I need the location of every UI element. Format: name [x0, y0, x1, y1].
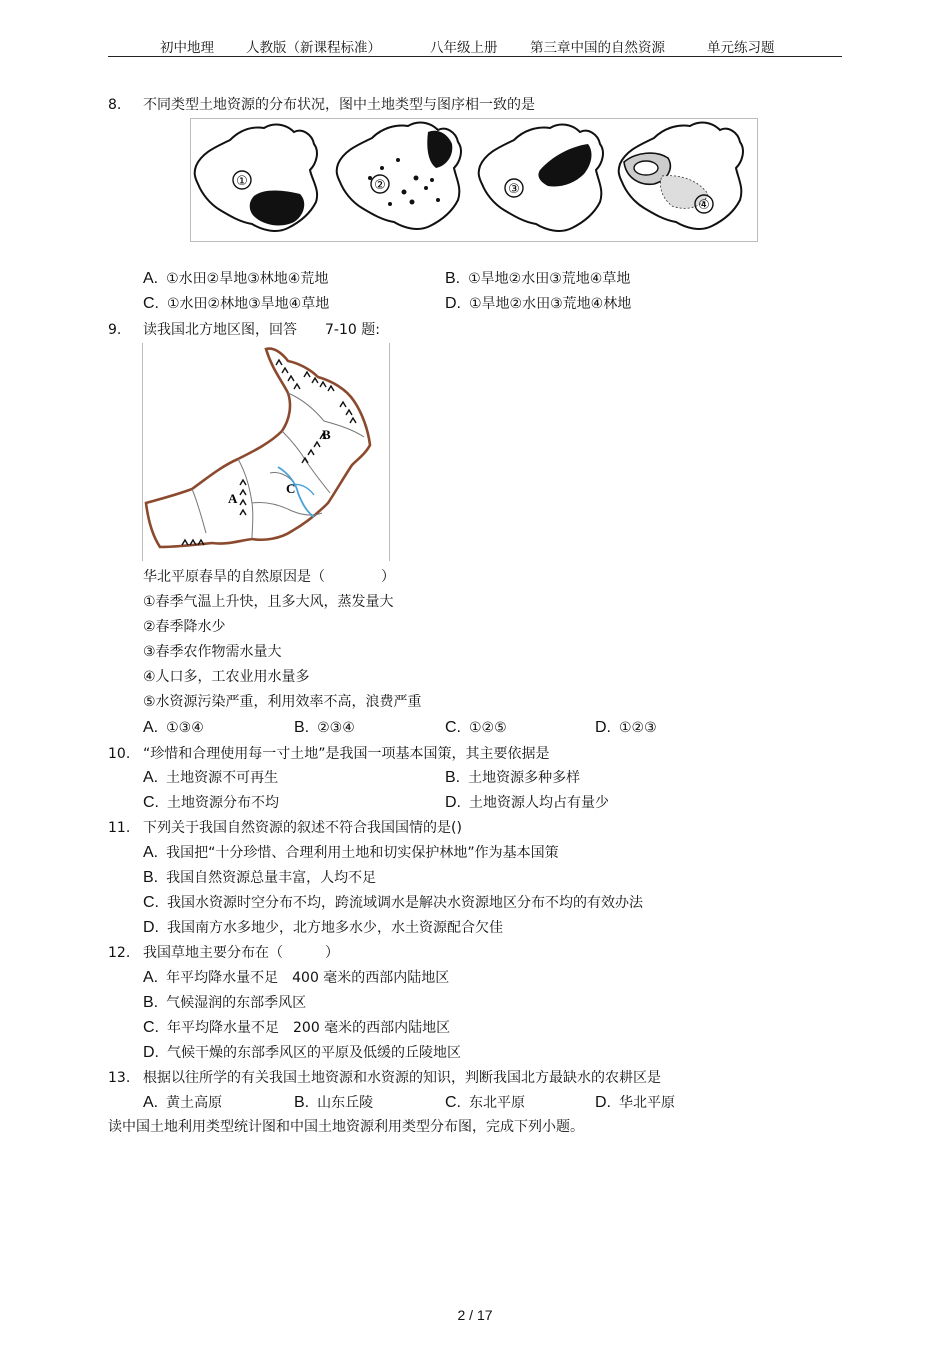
- q13-option-c[interactable]: [445, 1094, 525, 1112]
- q9-option-c[interactable]: [445, 719, 507, 737]
- option-text: ①②⑤: [469, 720, 507, 736]
- map-label-b: B: [322, 427, 331, 442]
- option-letter: D.: [595, 1094, 611, 1111]
- option-letter: B.: [294, 1094, 310, 1111]
- map-label-a: A: [228, 491, 238, 506]
- option-text: 华北平原: [619, 1095, 675, 1111]
- map-label-c: C: [286, 481, 296, 496]
- map-3-label: ③: [508, 182, 520, 197]
- q8-option-a[interactable]: [143, 270, 328, 288]
- option-text: ①水田②旱地③林地④荒地: [166, 271, 329, 287]
- q11-option-d[interactable]: [143, 919, 503, 937]
- q11-option-b[interactable]: [143, 869, 376, 887]
- option-letter: C.: [143, 295, 159, 312]
- q8-option-c[interactable]: [143, 295, 329, 313]
- option-letter: D.: [143, 919, 159, 936]
- q10-option-a[interactable]: [143, 769, 278, 787]
- option-letter: A.: [143, 270, 159, 287]
- option-letter: A.: [143, 844, 159, 861]
- q11-stem: 下列关于我国自然资源的叙述不符合我国国情的是(): [143, 820, 462, 836]
- q11-number: 11.: [108, 820, 131, 836]
- option-text: 年平均降水量不足 400 毫米的西部内陆地区: [166, 970, 450, 986]
- q9-sub-stem: 华北平原春旱的自然原因是（ ）: [143, 569, 395, 585]
- option-letter: B.: [143, 869, 159, 886]
- option-letter: C.: [445, 1094, 461, 1111]
- map-1-label: ①: [236, 174, 248, 189]
- q11-option-c[interactable]: [143, 894, 643, 912]
- china-map-2: [337, 123, 461, 229]
- q9-map-figure: [142, 343, 390, 561]
- q12-number: 12.: [108, 945, 131, 961]
- china-map-3: [479, 125, 603, 231]
- option-text: ①③④: [166, 720, 204, 736]
- q9-item-1: ①春季气温上升快，且多大风，蒸发量大: [143, 594, 394, 610]
- page-header: [108, 36, 842, 57]
- q8-maps-figure: [190, 118, 758, 242]
- option-text: 土地资源人均占有量少: [469, 795, 609, 811]
- china-map-4: [619, 123, 743, 229]
- option-letter: D.: [445, 295, 461, 312]
- option-text: ①旱地②水田③荒地④草地: [468, 271, 631, 287]
- option-letter: A.: [143, 719, 159, 736]
- q10-option-d[interactable]: [445, 794, 609, 812]
- q10-number: 10.: [108, 746, 131, 762]
- option-letter: C.: [143, 1019, 159, 1036]
- option-letter: D.: [595, 719, 611, 736]
- next-questions-intro: 读中国土地利用类型统计图和中国土地资源利用类型分布图，完成下列小题。: [108, 1119, 584, 1135]
- option-letter: B.: [294, 719, 310, 736]
- q9-option-b[interactable]: [294, 719, 355, 737]
- option-text: ①水田②林地③旱地④草地: [167, 296, 330, 312]
- q12-option-a[interactable]: [143, 969, 449, 987]
- q10-option-c[interactable]: [143, 794, 279, 812]
- option-letter: B.: [445, 769, 461, 786]
- option-text: 年平均降水量不足 200 毫米的西部内陆地区: [167, 1020, 451, 1036]
- option-letter: A.: [143, 969, 159, 986]
- northern-china-map-svg: [142, 343, 390, 561]
- q10-option-b[interactable]: [445, 769, 580, 787]
- option-letter: A.: [143, 1094, 159, 1111]
- q11-option-a[interactable]: [143, 844, 559, 862]
- q13-number: 13.: [108, 1070, 131, 1086]
- option-letter: C.: [445, 719, 461, 736]
- q9-item-5: ⑤水资源污染严重，利用效率不高，浪费严重: [143, 694, 422, 710]
- q8-number: 8.: [108, 97, 122, 113]
- q12-option-d[interactable]: [143, 1044, 461, 1062]
- q13-option-a[interactable]: [143, 1094, 222, 1112]
- option-letter: D.: [143, 1044, 159, 1061]
- q9-number: 9.: [108, 322, 122, 338]
- option-text: 土地资源不可再生: [166, 770, 279, 786]
- option-text: 气候干燥的东部季风区的平原及低缓的丘陵地区: [167, 1045, 461, 1061]
- option-letter: C.: [143, 794, 159, 811]
- q8-option-b[interactable]: [445, 270, 630, 288]
- option-text: ①②③: [619, 720, 657, 736]
- header-grade: 八年级上册: [430, 40, 498, 56]
- q12-stem: 我国草地主要分布在（ ）: [143, 945, 339, 961]
- q9-item-4: ④人口多，工农业用水量多: [143, 669, 310, 685]
- q9-item-3: ③春季农作物需水量大: [143, 644, 282, 660]
- option-text: ①旱地②水田③荒地④林地: [469, 296, 632, 312]
- option-text: 土地资源多种多样: [468, 770, 581, 786]
- option-letter: C.: [143, 894, 159, 911]
- map-2-label: ②: [374, 178, 386, 193]
- q8-option-d[interactable]: [445, 295, 631, 313]
- q9-option-d[interactable]: [595, 719, 657, 737]
- q13-option-b[interactable]: [294, 1094, 373, 1112]
- q9-stem: 读我国北方地区图，回答 7-10 题:: [143, 322, 380, 338]
- option-letter: A.: [143, 769, 159, 786]
- option-text: 山东丘陵: [317, 1095, 374, 1111]
- q12-option-b[interactable]: [143, 994, 306, 1012]
- header-subject: 初中地理: [160, 40, 214, 56]
- q10-stem: “珍惜和合理使用每一寸土地”是我国一项基本国策，其主要依据是: [143, 746, 550, 762]
- header-edition: 人教版（新课程标准）: [246, 40, 381, 56]
- option-letter: B.: [143, 994, 159, 1011]
- q9-option-a[interactable]: [143, 719, 204, 737]
- option-letter: D.: [445, 794, 461, 811]
- q13-stem: 根据以往所学的有关我国土地资源和水资源的知识，判断我国北方最缺水的农耕区是: [143, 1070, 661, 1086]
- q8-maps-svg: [190, 118, 758, 242]
- q9-item-2: ②春季降水少: [143, 619, 226, 635]
- option-text: 黄土高原: [166, 1095, 223, 1111]
- option-text: 我国南方水多地少，北方地多水少，水土资源配合欠佳: [167, 920, 503, 936]
- option-text: 我国把“十分珍惜、合理利用土地和切实保护林地”作为基本国策: [166, 845, 559, 861]
- option-text: ②③④: [317, 720, 355, 736]
- header-chapter: 第三章中国的自然资源: [530, 40, 665, 56]
- q13-option-d[interactable]: [595, 1094, 675, 1112]
- map-4-label: ④: [698, 198, 710, 213]
- option-text: 我国水资源时空分布不均，跨流域调水是解决水资源地区分布不均的有效办法: [167, 895, 643, 911]
- option-text: 我国自然资源总量丰富，人均不足: [166, 870, 377, 886]
- header-type: 单元练习题: [707, 40, 775, 56]
- china-map-1: [195, 125, 317, 231]
- q8-stem: 不同类型土地资源的分布状况，图中土地类型与图序相一致的是: [143, 97, 535, 113]
- option-letter: B.: [445, 270, 461, 287]
- option-text: 土地资源分布不均: [167, 795, 279, 811]
- q12-option-c[interactable]: [143, 1019, 450, 1037]
- page-number: 2 / 17: [457, 1307, 493, 1323]
- option-text: 东北平原: [469, 1095, 525, 1111]
- option-text: 气候湿润的东部季风区: [166, 995, 307, 1011]
